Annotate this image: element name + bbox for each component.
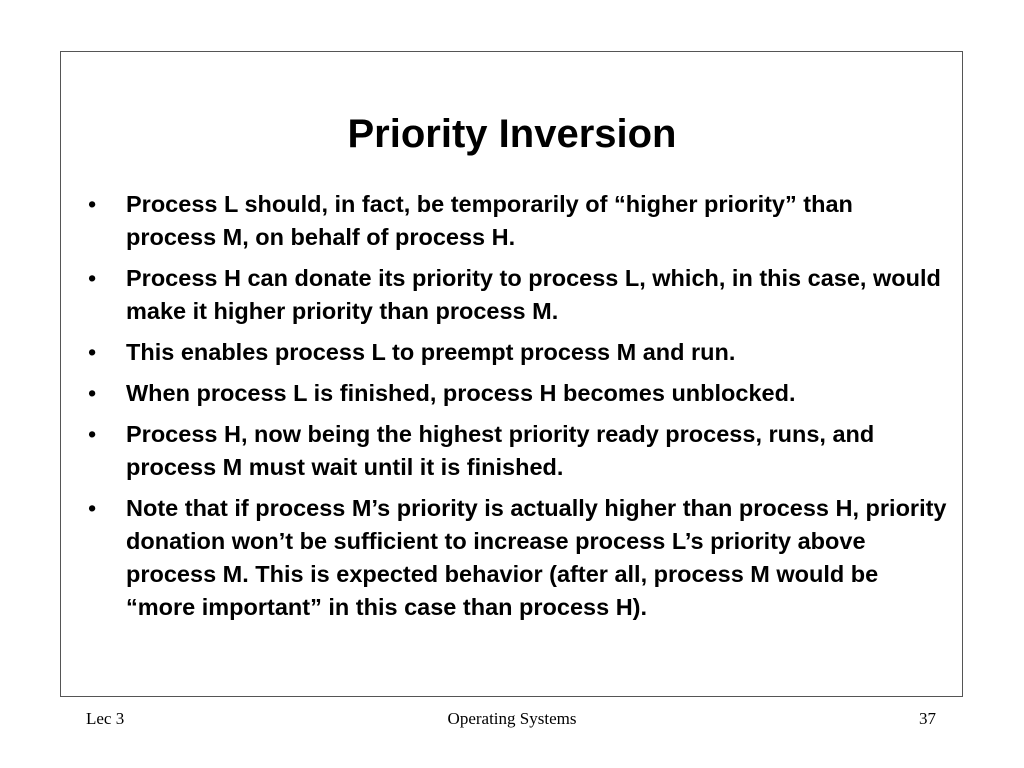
bullet-text: Process L should, in fact, be temporarily of “higher priority” than process M, on behalf of process H.	[126, 191, 853, 250]
footer-course-title: Operating Systems	[447, 709, 577, 728]
bullet-item	[88, 418, 948, 484]
bullet-text: Note that if process M’s priority is actually higher than process H, priority donation won’t be sufficient to increase process L’s priority above process M. This is expected behavior (after all, process M would be “more important” in this case than process H).	[126, 495, 947, 620]
bullet-text: This enables process L to preempt process M and run.	[126, 339, 736, 365]
bullet-marker: •	[88, 265, 97, 291]
bullet-item	[88, 492, 948, 624]
footer-lecture-label: Lec 3	[86, 709, 125, 728]
bullet-marker: •	[88, 495, 97, 521]
footer-page-number: 37	[919, 709, 936, 728]
bullet-item	[88, 377, 948, 410]
bullet-item	[88, 262, 948, 328]
bullet-text: When process L is finished, process H becomes unblocked.	[126, 380, 796, 406]
bullet-marker: •	[88, 421, 97, 447]
bullet-item	[88, 188, 948, 254]
bullet-text: Process H, now being the highest priority ready process, runs, and process M must wait until it is finished.	[126, 421, 875, 480]
slide-title: Priority Inversion	[347, 112, 677, 156]
bullet-text: Process H can donate its priority to process L, which, in this case, would make it higher priority than process M.	[126, 265, 941, 324]
bullet-item	[88, 336, 948, 369]
bullet-marker: •	[88, 191, 97, 217]
bullet-marker: •	[88, 380, 97, 406]
bullet-list	[88, 188, 948, 632]
bullet-marker: •	[88, 339, 97, 365]
